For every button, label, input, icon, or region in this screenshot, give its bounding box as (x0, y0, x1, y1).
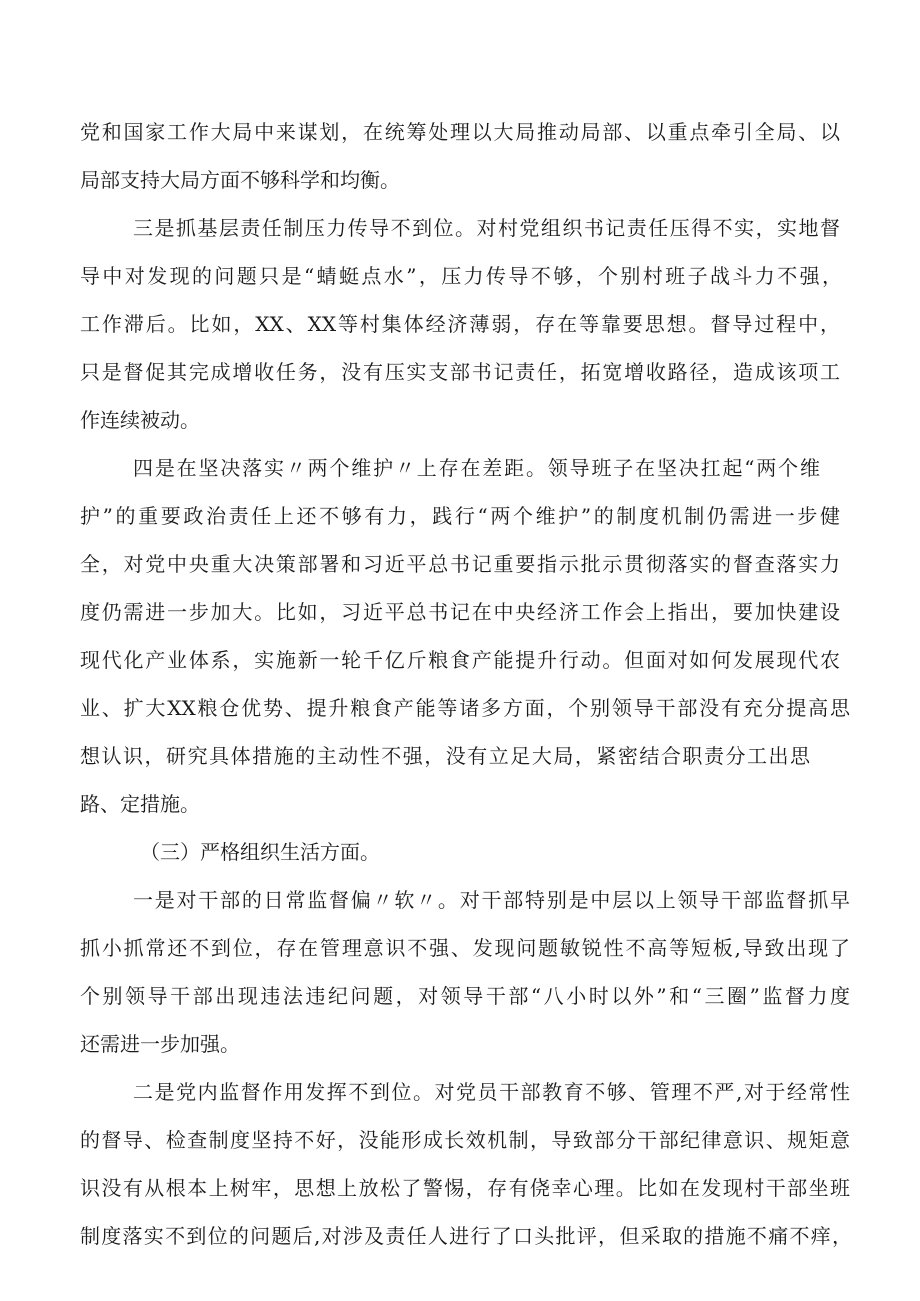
text-line: 现代化产业体系，实施新一轮千亿斤粮食产能提升行动。但面对如何发展现代农 (80, 648, 840, 672)
text-line: 只是督促其完成增收任务，没有压实支部书记责任，拓宽增收路径，造成该项工 (80, 360, 840, 384)
section-heading: （三）严格组织生活方面。 (140, 840, 380, 864)
text-line: 工作滞后。比如，XX、XX等村集体经济薄弱，存在等靠要思想。督导过程中， (80, 312, 840, 336)
text-line: 局部支持大局方面不够科学和均衡。 (80, 168, 400, 192)
text-line: 的督导、检查制度坚持不好，没能形成长效机制，导致部分干部纪律意识、规矩意 (80, 1128, 850, 1152)
text-line: 度仍需进一步加大。比如，习近平总书记在中央经济工作会上指出，要加快建设 (80, 600, 840, 624)
text-line: 抓小抓常还不到位，存在管理意识不强、发现问题敏锐性不高等短板,导致出现了 (80, 936, 850, 960)
text-line: 作连续被动。 (80, 408, 200, 432)
text-line: 护”的重要政治责任上还不够有力，践行“两个维护”的制度机制仍需进一步健 (80, 504, 840, 528)
text-line: 想认识，研究具体措施的主动性不强，没有立足大局，紧密结合职责分工出思 (80, 744, 810, 768)
text-line: 党和国家工作大局中来谋划，在统筹处理以大局推动局部、以重点牵引全局、以 (80, 120, 840, 144)
text-line: 三是抓基层责任制压力传导不到位。对村党组织书记责任压得不实，实地督 (133, 216, 840, 240)
text-line: 导中对发现的问题只是“蜻蜓点水”，压力传导不够，个别村班子战斗力不强， (80, 264, 842, 288)
text-line: 个别领导干部出现违法违纪问题，对领导干部“八小时以外”和“三圈”监督力度 (80, 984, 850, 1008)
text-line: 二是党内监督作用发挥不到位。对党员干部教育不够、管理不严,对于经常性 (133, 1080, 850, 1104)
text-line: 四是在坚决落实〃两个维护〃上存在差距。领导班子在坚决扛起“两个维 (133, 456, 820, 480)
text-line: 还需进一步加强。 (80, 1032, 240, 1056)
text-line: 业、扩大XX粮仓优势、提升粮食产能等诸多方面，个别领导干部没有充分提高思 (80, 696, 850, 720)
text-line: 识没有从根本上树牢，思想上放松了警惕，存有侥幸心理。比如在发现村干部坐班 (80, 1176, 850, 1200)
text-line: 路、定措施。 (80, 792, 200, 816)
text-line: 制度落实不到位的问题后,对涉及责任人进行了口头批评，但采取的措施不痛不痒， (80, 1224, 852, 1248)
text-line: 全，对党中央重大决策部署和习近平总书记重要指示批示贯彻落实的督查落实力 (80, 552, 840, 576)
text-line: 一是对干部的日常监督偏〃软〃。对干部特别是中层以上领导干部监督抓早 (133, 888, 850, 912)
